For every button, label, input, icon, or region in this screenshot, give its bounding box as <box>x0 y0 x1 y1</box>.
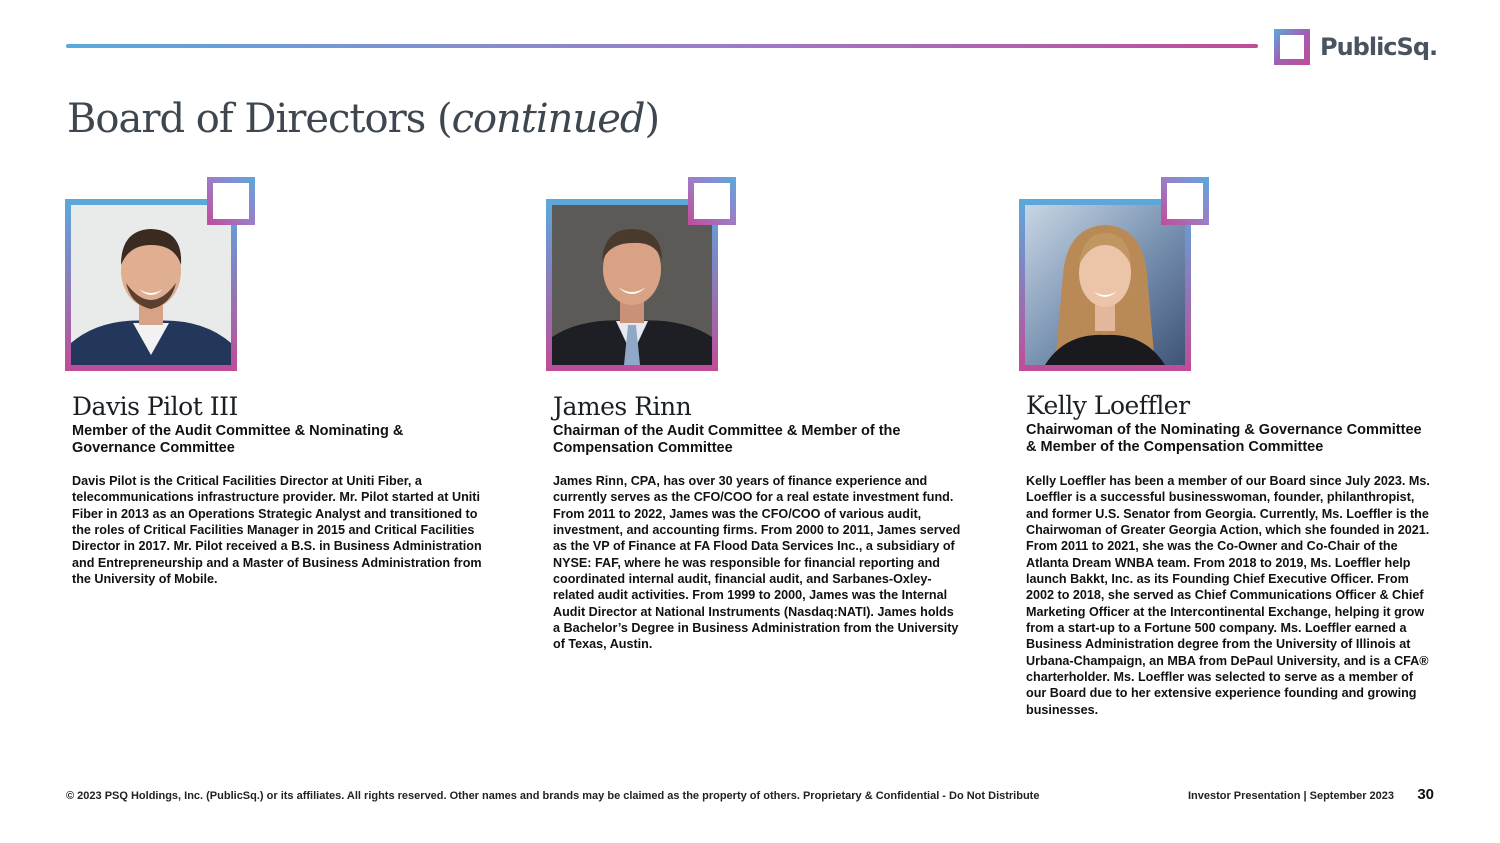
director-name: James Rinn <box>553 392 692 421</box>
footer-presentation-label: Investor Presentation | September 2023 <box>1187 790 1394 802</box>
director-bio: Kelly Loeffler has been a member of our Board since July 2023. Ms. Loeffler is a successful businesswoman, founder, philanthropist, and former U.S. Senator from Georgia. Currently, Ms. Loeffler is the Chairwoman of Greater Georgia Action, which she founded in 2021. From 2011 to 2021, she was the Co-Owner and Co-Chair of the Atlanta Dream WNBA team. From 2018 to 2019, Ms. Loeffler help launch Bakkt, Inc. as its Founding Chief Executive Officer. From 2002 to 2018, she served as Chief Communications Officer & Chief Marketing Officer at the Intercontinental Exchange, helping it grow from a start-up to a Fortune 500 company. Ms. Loeffler earned a Business Administration degree from the University of Illinois at Urbana-Champaign, an MBA from DePaul University, and is a CFA® charterholder. Ms. Loeffler was selected to serve as a member of our Board due to her extensive experience founding and growing businesses. <box>1026 474 1430 717</box>
director-photo-frame <box>1019 177 1211 371</box>
portrait-icon <box>71 205 231 365</box>
logo-text: PublicSq. <box>1320 33 1438 61</box>
accent-square-icon <box>207 177 255 225</box>
accent-square-icon <box>1161 177 1209 225</box>
director-photo-frame <box>65 177 257 371</box>
accent-square-icon <box>688 177 736 225</box>
director-photo-frame <box>546 177 738 371</box>
director-role: Chairwoman of the Nominating & Governance Committee & Member of the Compensation Committee <box>1026 422 1422 455</box>
portrait-icon <box>1025 205 1185 365</box>
director-name: Kelly Loeffler <box>1026 391 1190 420</box>
director-photo <box>552 205 712 365</box>
director-role: Member of the Audit Committee & Nominating & Governance Committee <box>72 423 404 456</box>
director-bio: Davis Pilot is the Critical Facilities Director at Uniti Fiber, a telecommunications infrastructure provider. Mr. Pilot started at Uniti Fiber in 2013 as an Operations Strategic Analyst and transitioned to the roles of Critical Facilities Manager in 2015 and Critical Facilities Director in 2017. Mr. Pilot received a B.S. in Business Administration and Entrepreneurship and a Master of Business Administration from the University of Mobile. <box>72 474 482 587</box>
title-close: ) <box>644 96 660 142</box>
footer-copyright: © 2023 PSQ Holdings, Inc. (PublicSq.) or its affiliates. All rights reserved. Other names and brands may be claimed as the property of others. Proprietary & Confidential - Do Not Distribute <box>66 790 1040 802</box>
title-main: Board of Directors ( <box>67 96 452 142</box>
page-number: 30 <box>1417 786 1434 803</box>
director-photo <box>71 205 231 365</box>
portrait-icon <box>552 205 712 365</box>
title-italic: continued <box>451 96 645 142</box>
publicsq-logo <box>1274 29 1437 65</box>
logo-square-icon <box>1274 29 1310 65</box>
page-title <box>67 96 659 142</box>
director-role: Chairman of the Audit Committee & Member of the Compensation Committee <box>553 423 901 456</box>
director-bio: James Rinn, CPA, has over 30 years of finance experience and currently serves as the CFO/COO for a real estate investment fund. From 2011 to 2022, James was the CFO/COO of various audit, investment, and accounting firms. From 2000 to 2011, James served as the VP of Finance at FA Flood Data Services Inc., a subsidiary of NYSE: FAF, where he was responsible for financial reporting and coordinated internal audit, financial audit, and Sarbanes-Oxley-related audit activities. From 1999 to 2000, James was the Internal Audit Director at National Instruments (Nasdaq:NATI). James holds a Bachelor’s Degree in Business Administration from the University of Texas, Austin. <box>553 474 961 652</box>
director-name: Davis Pilot III <box>72 392 238 421</box>
header-gradient-line <box>66 44 1258 48</box>
director-photo <box>1025 205 1185 365</box>
